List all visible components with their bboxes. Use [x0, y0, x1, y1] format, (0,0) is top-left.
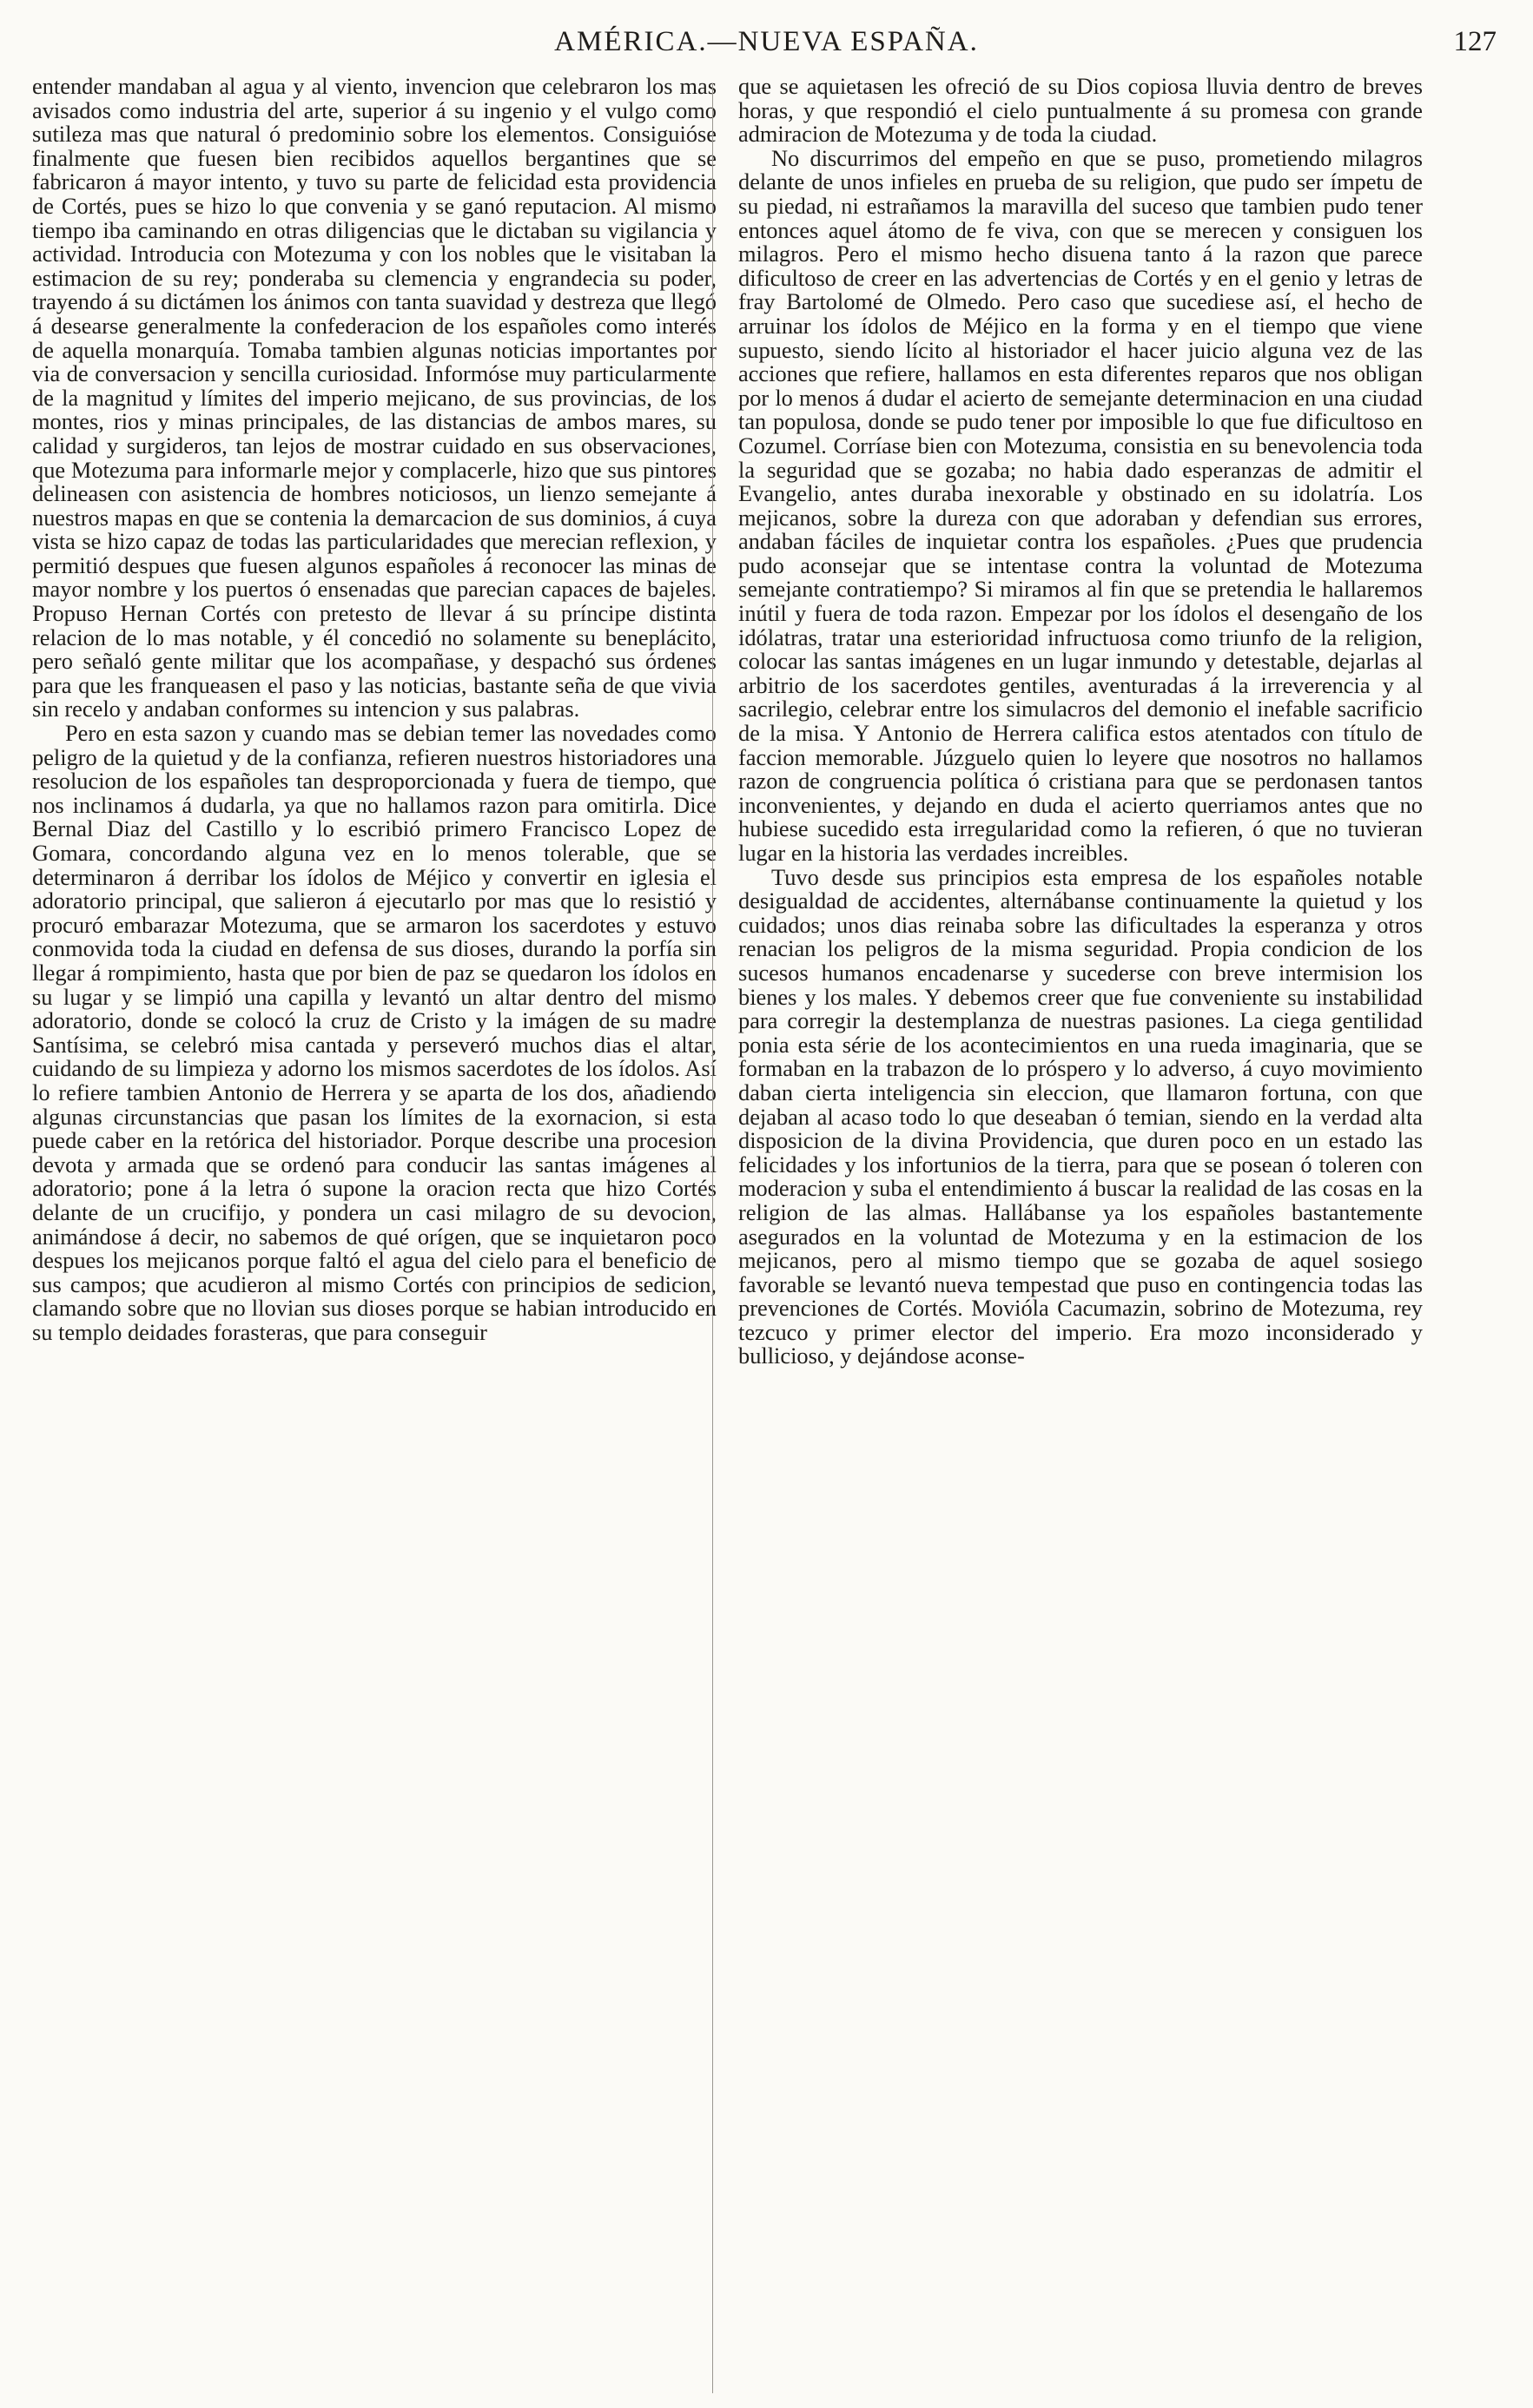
- paragraph: Pero en esta sazon y cuando mas se debian temer las novedades como peligro de la quietud y de la confianza, refieren nuestros historiadores una resolucion de los españoles tan desproporcionada y fuera de tiempo, que nos inclinamos á dudarla, ya que no hallamos razon para omitirla. Dice Bernal Diaz del Castillo y lo escribió primero Francisco Lopez de Gomara, concordando alguna vez en lo menos tolerable, que se determinaron á derribar los ídolos de Méjico y convertir en iglesia el adoratorio principal, que salieron á ejecutarlo por mas que lo resistió y procuró embarazar Motezuma, que se armaron los sacerdotes y estuvo conmovida toda la ciudad en defensa de sus dioses, durando la porfía sin llegar á rompimiento, hasta que por bien de paz se quedaron los ídolos en su lugar y se limpió una capilla y levantó un altar dentro del mismo adoratorio, donde se colocó la cruz de Cristo y la imágen de su madre Santísima, se celebró misa cantada y perseveró muchos dias el altar, cuidando de su limpieza y adorno los mismos sacerdotes de los ídolos. Así lo refiere tambien Antonio de Herrera y se aparta de los dos, añadiendo algunas circunstancias que pasan los límites de la exornacion, si esta puede caber en la retórica del historiador. Porque describe una procesion devota y armada que se ordenó para conducir las santas imágenes al adoratorio; pone á la letra ó supone la oracion recta que hizo Cortés delante de un crucifijo, y pondera un casi milagro de su devocion, animándose á decir, no sabemos de qué orígen, que se inquietaron poco despues los mejicanos porque faltó el agua del cielo para el beneficio de sus campos; que acudieron al mismo Cortés con principios de sedicion, clamando sobre que no llovian sus dioses porque se habian introducido en su templo deidades forasteras, que para conseguir: [32, 720, 717, 1345]
- column-divider: [712, 83, 713, 2393]
- right-column: [738, 75, 1423, 1369]
- paragraph: entender mandaban al agua y al viento, invencion que celebraron los mas avisados como industria del arte, superior á su ingenio y el vulgo como sutileza mas que natural ó predominio sobre los elementos. Consiguióse finalmente que fuesen bien recibidos aquellos bergantines que se fabricaron á mayor intento, y tuvo su parte de felicidad esta providencia de Cortés, pues se hizo lo que convenia y se ganó reputacion. Al mismo tiempo iba caminando en otras diligencias que le dictaban su vigilancia y actividad. Introducia con Motezuma y con los nobles que le visitaban la estimacion de su rey; ponderaba su clemencia y engrandecia su poder, trayendo á su dictámen los ánimos con tanta suavidad y destreza que llegó á desearse generalmente la confederacion de los españoles como interés de aquella monarquía. Tomaba tambien algunas noticias importantes por via de conversacion y sencilla curiosidad. Informóse muy particularmente de la magnitud y límites del imperio mejicano, de sus provincias, de los montes, rios y minas principales, de las distancias de ambos mares, su calidad y surgideros, tan lejos de mostrar cuidado en sus observaciones, que Motezuma para informarle mejor y complacerle, hizo que sus pintores delineasen con asistencia de hombres noticiosos, un lienzo semejante á nuestros mapas en que se contenia la demarcacion de sus dominios, á cuya vista se hizo capaz de todas las particularidades que merecian reflexion, y permitió despues que fuesen algunos españoles á reconocer las minas de mayor nombre y los puertos ó ensenadas que parecian capaces de bajeles. Propuso Hernan Cortés con pretesto de llevar á su príncipe distinta relacion de lo mas notable, y él concedió no solamente su beneplácito, pero señaló gente militar que los acompañase, y despachó sus órdenes para que les franqueasen el paso y las noticias, bastante seña de que vivia sin recelo y andaban conformes su intencion y sus palabras.: [32, 73, 717, 722]
- running-head: [0, 26, 1533, 68]
- page-number: 127: [1453, 26, 1497, 57]
- running-title: AMÉRICA.—NUEVA ESPAÑA.: [554, 26, 979, 57]
- paragraph: que se aquietasen les ofreció de su Dios copiosa lluvia dentro de breves horas, y que respondió el cielo puntualmente á su promesa con grande admiracion de Motezuma y de toda la ciudad.: [738, 73, 1423, 148]
- paragraph: No discurrimos del empeño en que se puso, prometiendo milagros delante de unos infieles en prueba de su religion, que pudo ser ímpetu de su piedad, ni estrañamos la maravilla del suceso que tambien pudo tener entonces aquel átomo de fe viva, con que se merecen y consiguen los milagros. Pero el mismo hecho disuena tanto á la razon que parece dificultoso de creer en las advertencias de Cortés y en el genio y letras de fray Bartolomé de Olmedo. Pero caso que sucediese así, el hecho de arruinar los ídolos de Méjico en la forma y en el tiempo que viene supuesto, siendo lícito al historiador el hacer juicio alguna vez de las acciones que refiere, hallamos en esta diferentes reparos que nos obligan por lo menos á dudar el acierto de semejante determinacion en una ciudad tan populosa, donde se pudo tener por imposible lo que fue dificultoso en Cozumel. Corríase bien con Motezuma, consistia en su benevolencia toda la seguridad que se gozaba; no habia dado esperanzas de admitir el Evangelio, antes duraba inexorable y obstinado en su idolatría. Los mejicanos, sobre la dureza con que adoraban y defendian sus errores, andaban fáciles de inquietar contra los españoles. ¿Pues que prudencia pudo aconsejar que se intentase contra la voluntad de Motezuma semejante contratiempo? Si miramos al fin que se pretendia le hallaremos inútil y fuera de toda razon. Empezar por los ídolos el desengaño de los idólatras, tratar una esterioridad infructuosa como triunfo de la religion, colocar las santas imágenes en un lugar inmundo y detestable, dejarlas al arbitrio de los sacerdotes gentiles, aventuradas á la irreverencia y al sacrilegio, celebrar entre los simulacros del demonio el inefable sacrificio de la misa. Y Antonio de Herrera califica estos atentados con título de faccion memorable. Júzguelo quien lo leyere que nosotros no hallamos razon de congruencia política ó cristiana para que se perdonasen tantos inconvenientes, y dejando en duda el acierto querriamos antes que no hubiese sucedido esta irregularidad como la refieren, ó que no tuvieran lugar en la historia las verdades increibles.: [738, 144, 1423, 866]
- left-column: [32, 75, 717, 1344]
- paragraph: Tuvo desde sus principios esta empresa de los españoles notable desigualdad de accidentes, alternábanse continuamente la quietud y los cuidados; unos dias reinaba sobre las dificultades la esperanza y otros renacian los peligros de la misma seguridad. Propia condicion de los sucesos humanos encadenarse y sucederse con breve intermision los bienes y los males. Y debemos creer que fue conveniente su instabilidad para corregir la destemplanza de nuestras pasiones. La ciega gentilidad ponia esta série de los acontecimientos en una rueda imaginaria, que se formaban en la trabazon de lo próspero y lo adverso, á cuyo movimiento daban cierta inteligencia sin eleccion, que llamaron fortuna, con que dejaban al acaso todo lo que deseaban ó temian, siendo en la verdad alta disposicion de la divina Providencia, que duren poco en un estado las felicidades y los infortunios de la tierra, para que se posean ó toleren con moderacion y suba el entendimiento á buscar la realidad de las cosas en la religion de las almas. Hallábanse ya los españoles bastantemente asegurados en la voluntad de Motezuma y en la estimacion de los mejicanos, pero al mismo tiempo que se gozaba de aquel sosiego favorable se levantó nueva tempestad que puso en contingencia todas las prevenciones de Cortés. Movióla Cacumazin, sobrino de Motezuma, rey tezcuco y primer elector del imperio. Era mozo inconsiderado y bullicioso, y dejándose aconse-: [738, 863, 1423, 1369]
